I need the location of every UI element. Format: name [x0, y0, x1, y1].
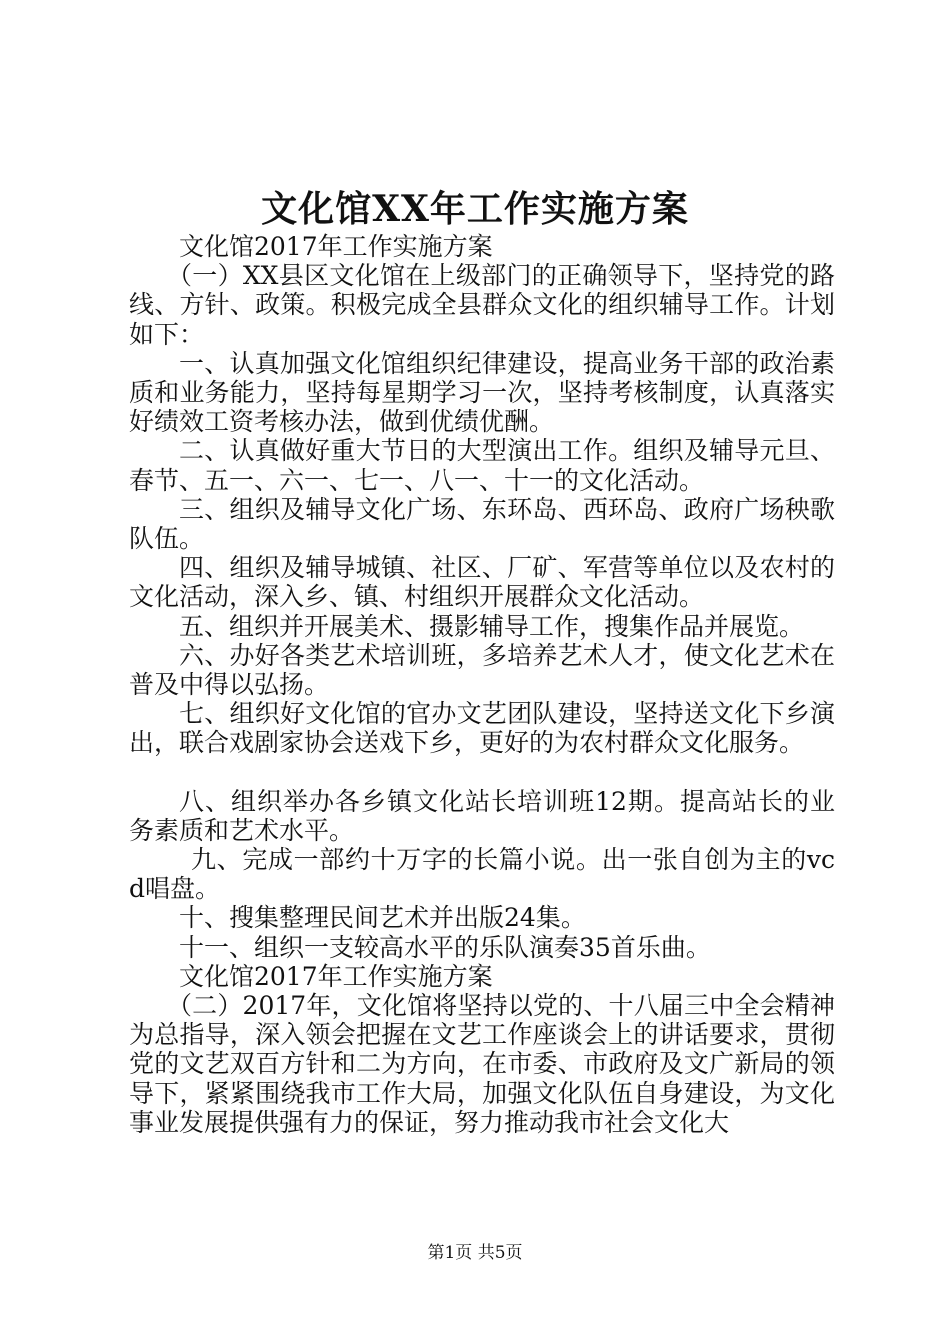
page-footer: 第1页 共5页 — [427, 1243, 523, 1263]
paragraph: 一、认真加强文化馆组织纪律建设，提高业务干部的政治素质和业务能力，坚持每星期学习一次，坚持考核制度，认真落实好绩效工资考核办法，做到优绩优酬。 — [129, 348, 835, 437]
paragraph: 五、组织并开展美术、摄影辅导工作，搜集作品并展览。 — [179, 611, 805, 641]
document-body — [129, 232, 835, 1137]
paragraph: 十、搜集整理民间艺术并出版24集。 — [179, 903, 586, 933]
paragraph: 文化馆2017年工作实施方案 — [179, 961, 493, 991]
paragraph: 十一、组织一支较高水平的乐队演奏35首乐曲。 — [179, 932, 711, 962]
paragraph: 八、组织举办各乡镇文化站长培训班12期。提高站长的业务素质和艺术水平。 — [129, 786, 835, 845]
paragraph: 文化馆2017年工作实施方案 — [179, 232, 493, 261]
blank-line — [129, 758, 835, 787]
paragraph: （二）2017年，文化馆将坚持以党的、十八届三中全会精神为总指导，深入领会把握在文艺工作座谈会上的讲话要求，贯彻党的文艺双百方针和二为方向，在市委、市政府及文广新局的领导下，紧紧围绕我市工作大局，加强文化队伍自身建设，为文化事业发展提供强有力的保证，努力推动我市社会文化大 — [129, 991, 835, 1137]
paragraph: （一）XX县区文化馆在上级部门的正确领导下，坚持党的路线、方针、政策。积极完成全县群众文化的组织辅导工作。计划如下： — [129, 261, 835, 349]
paragraph: 三、组织及辅导文化广场、东环岛、西环岛、政府广场秧歌队伍。 — [129, 494, 835, 554]
paragraph: 四、组织及辅导城镇、社区、厂矿、军营等单位以及农村的文化活动，深入乡、镇、村组织开展群众文化活动。 — [129, 553, 835, 612]
paragraph: 二、认真做好重大节日的大型演出工作。组织及辅导元旦、春节、五一、六一、七一、八一、十一的文化活动。 — [129, 436, 835, 495]
document-title: 文化馆XX年工作实施方案 — [261, 188, 689, 230]
paragraph: 六、办好各类艺术培训班，多培养艺术人才，使文化艺术在普及中得以弘扬。 — [129, 640, 835, 700]
paragraph: 七、组织好文化馆的官办文艺团队建设，坚持送文化下乡演出，联合戏剧家协会送戏下乡，更好的为农村群众文化服务。 — [129, 699, 835, 758]
paragraph: 九、完成一部约十万字的长篇小说。出一张自创为主的vcd唱盘。 — [129, 845, 835, 904]
